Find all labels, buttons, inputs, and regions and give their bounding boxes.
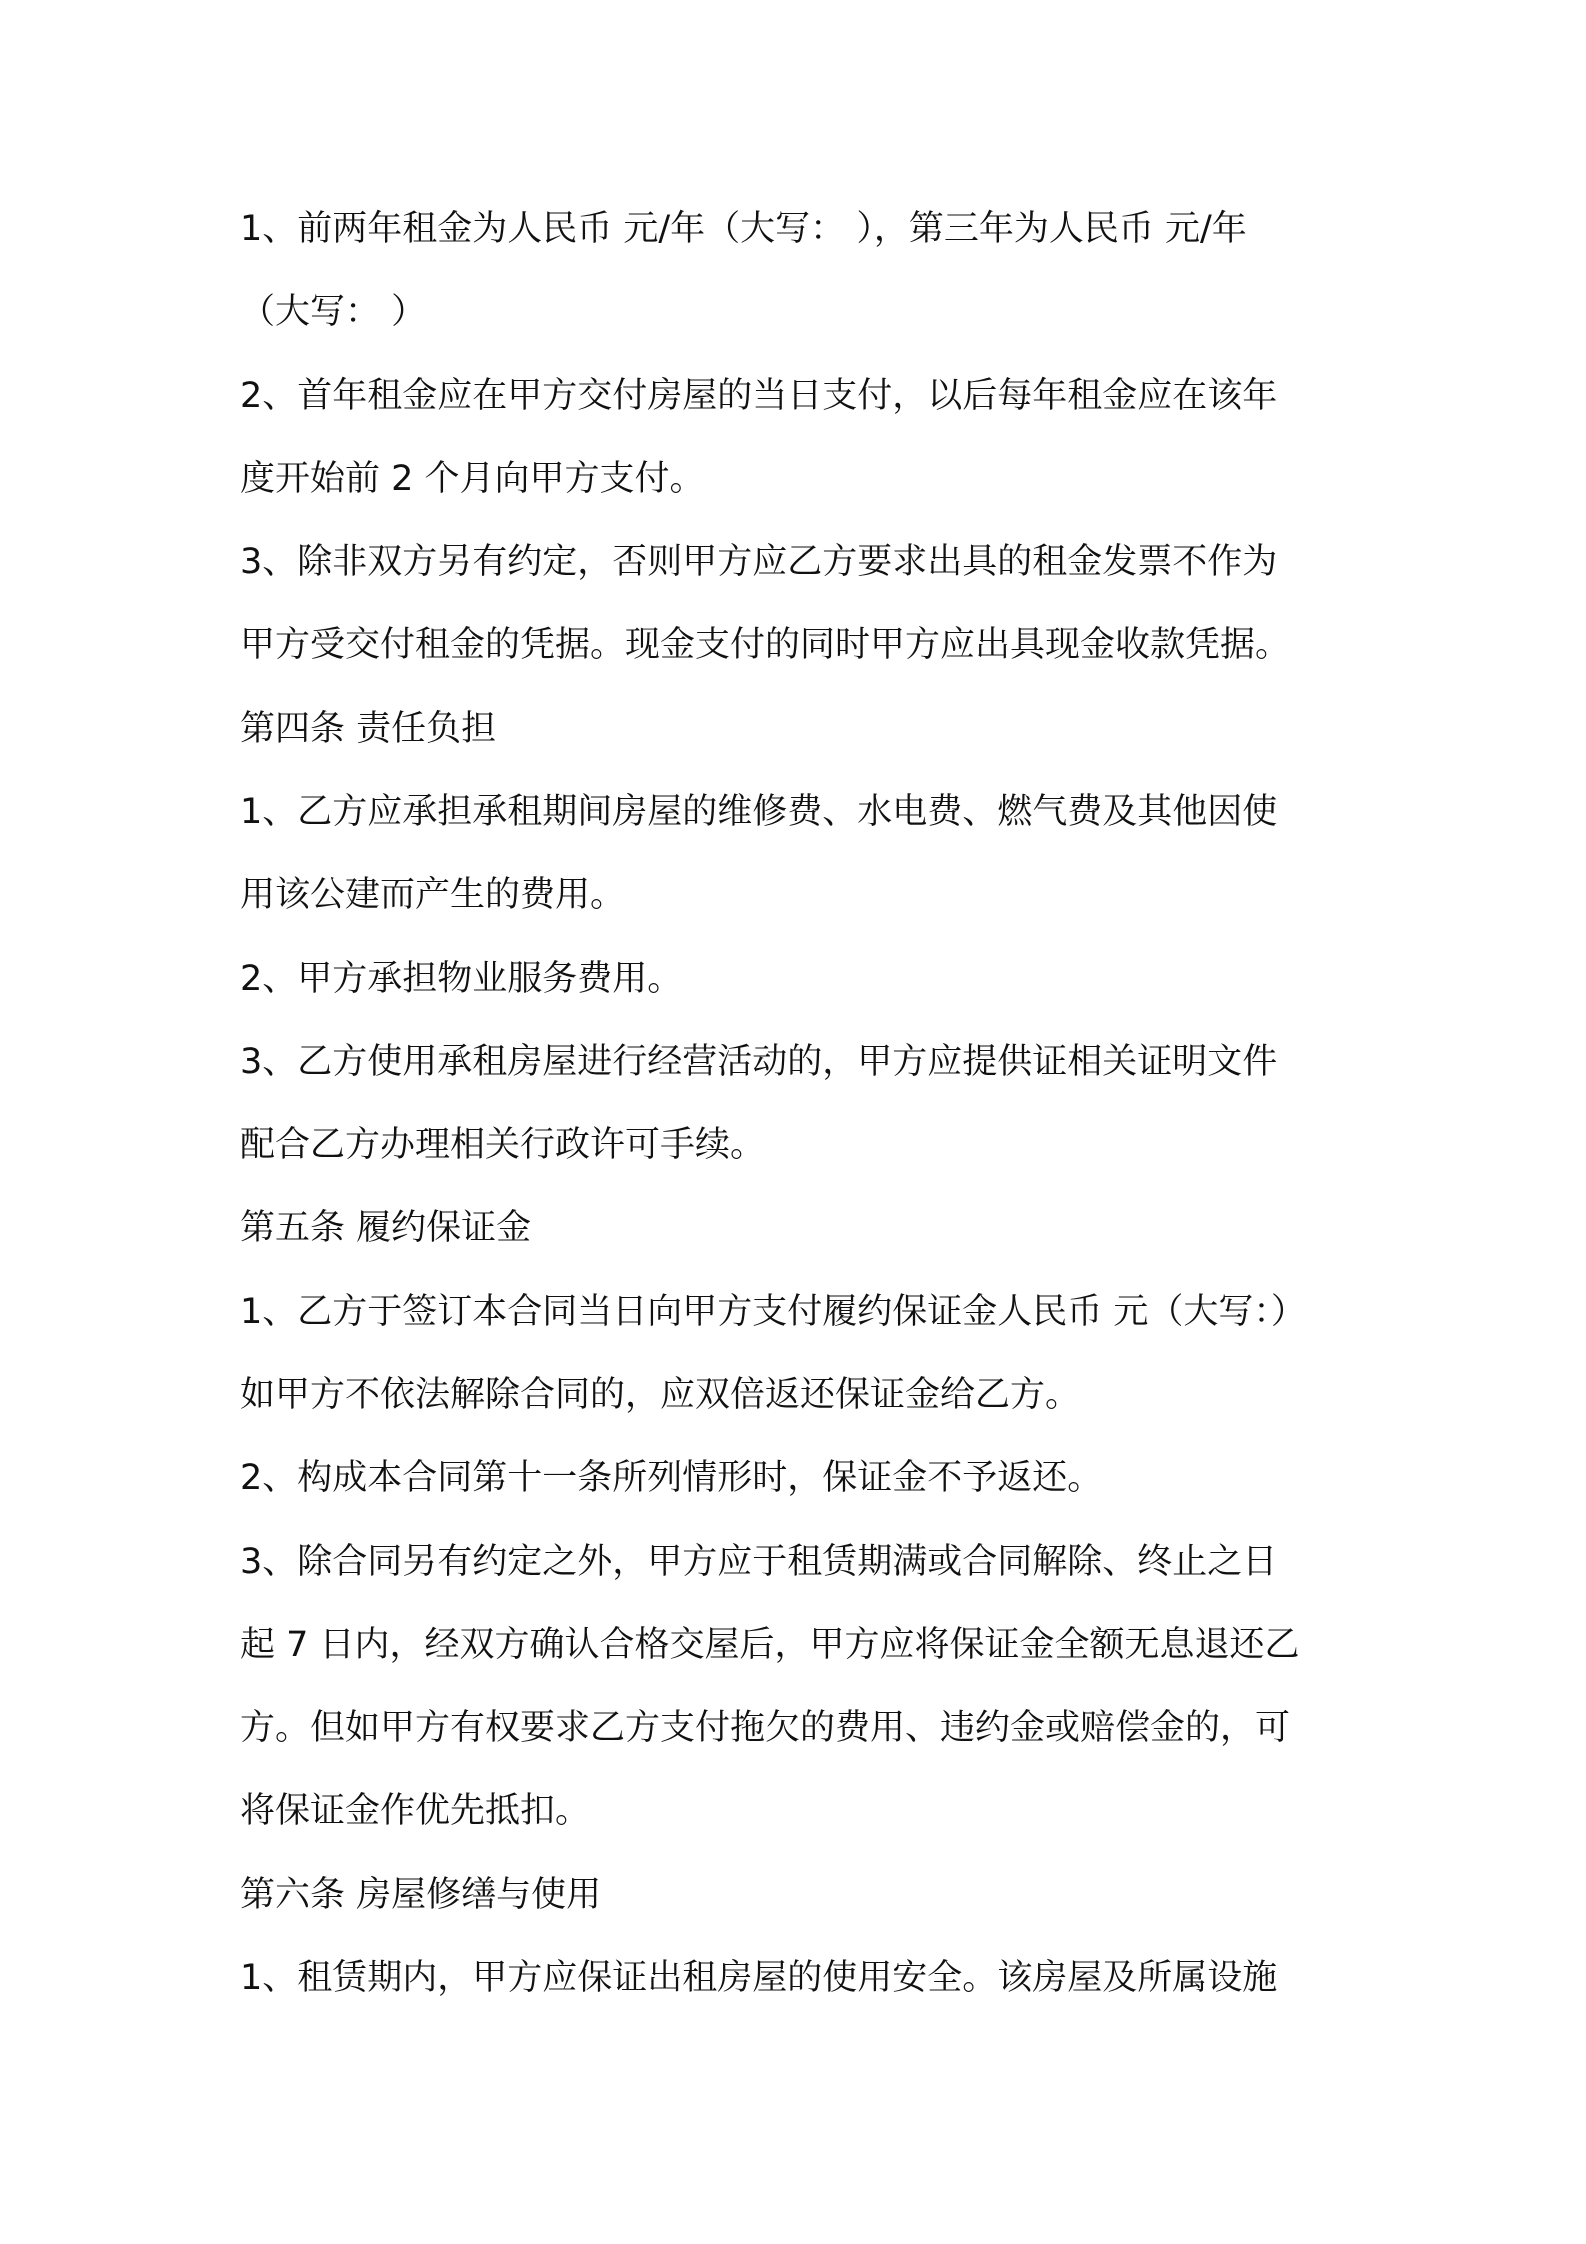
section-heading-5: 第五条 履约保证金 [240, 1208, 532, 1248]
clause-3-item-3-line-2: 甲方受交付租金的凭据。现金支付的同时甲方应出具现金收款凭据。 [240, 625, 1291, 665]
clause-3-item-2-line-1: 2、首年租金应在甲方交付房屋的当日支付，以后每年租金应在该年 [240, 376, 1278, 416]
clause-3-item-2-line-2: 度开始前 2 个月向甲方支付。 [240, 459, 705, 499]
clause-5-item-3-line-3: 方。但如甲方有权要求乙方支付拖欠的费用、违约金或赔偿金的，可 [240, 1708, 1291, 1748]
clause-3-item-1-line-1: 1、前两年租金为人民币 元/年（大写： ），第三年为人民币 元/年 [240, 209, 1247, 249]
clause-3-item-1-line-2: （大写： ） [240, 292, 427, 332]
clause-3-item-3-line-1: 3、除非双方另有约定，否则甲方应乙方要求出具的租金发票不作为 [240, 542, 1278, 582]
clause-4-item-2: 2、甲方承担物业服务费用。 [240, 959, 683, 999]
clause-5-item-1-line-2: 如甲方不依法解除合同的，应双倍返还保证金给乙方。 [240, 1375, 1081, 1415]
clause-5-item-3-line-2: 起 7 日内，经双方确认合格交屋后，甲方应将保证金全额无息退还乙 [240, 1625, 1300, 1665]
section-heading-6: 第六条 房屋修缮与使用 [240, 1875, 602, 1915]
clause-4-item-3-line-2: 配合乙方办理相关行政许可手续。 [240, 1125, 766, 1165]
clause-4-item-3-line-1: 3、乙方使用承租房屋进行经营活动的，甲方应提供证相关证明文件 [240, 1042, 1278, 1082]
clause-5-item-1-line-1: 1、乙方于签订本合同当日向甲方支付履约保证金人民币 元（大写：） [240, 1292, 1306, 1332]
clause-5-item-3-line-1: 3、除合同另有约定之外，甲方应于租赁期满或合同解除、终止之日 [240, 1542, 1278, 1582]
clause-6-item-1-line-1: 1、租赁期内，甲方应保证出租房屋的使用安全。该房屋及所属设施 [240, 1958, 1278, 1998]
section-heading-4: 第四条 责任负担 [240, 709, 497, 749]
clause-5-item-3-line-4: 将保证金作优先抵扣。 [240, 1791, 591, 1831]
clause-4-item-1-line-1: 1、乙方应承担承租期间房屋的维修费、水电费、燃气费及其他因使 [240, 792, 1278, 832]
clause-5-item-2: 2、构成本合同第十一条所列情形时，保证金不予返还。 [240, 1458, 1103, 1498]
clause-4-item-1-line-2: 用该公建而产生的费用。 [240, 875, 626, 915]
